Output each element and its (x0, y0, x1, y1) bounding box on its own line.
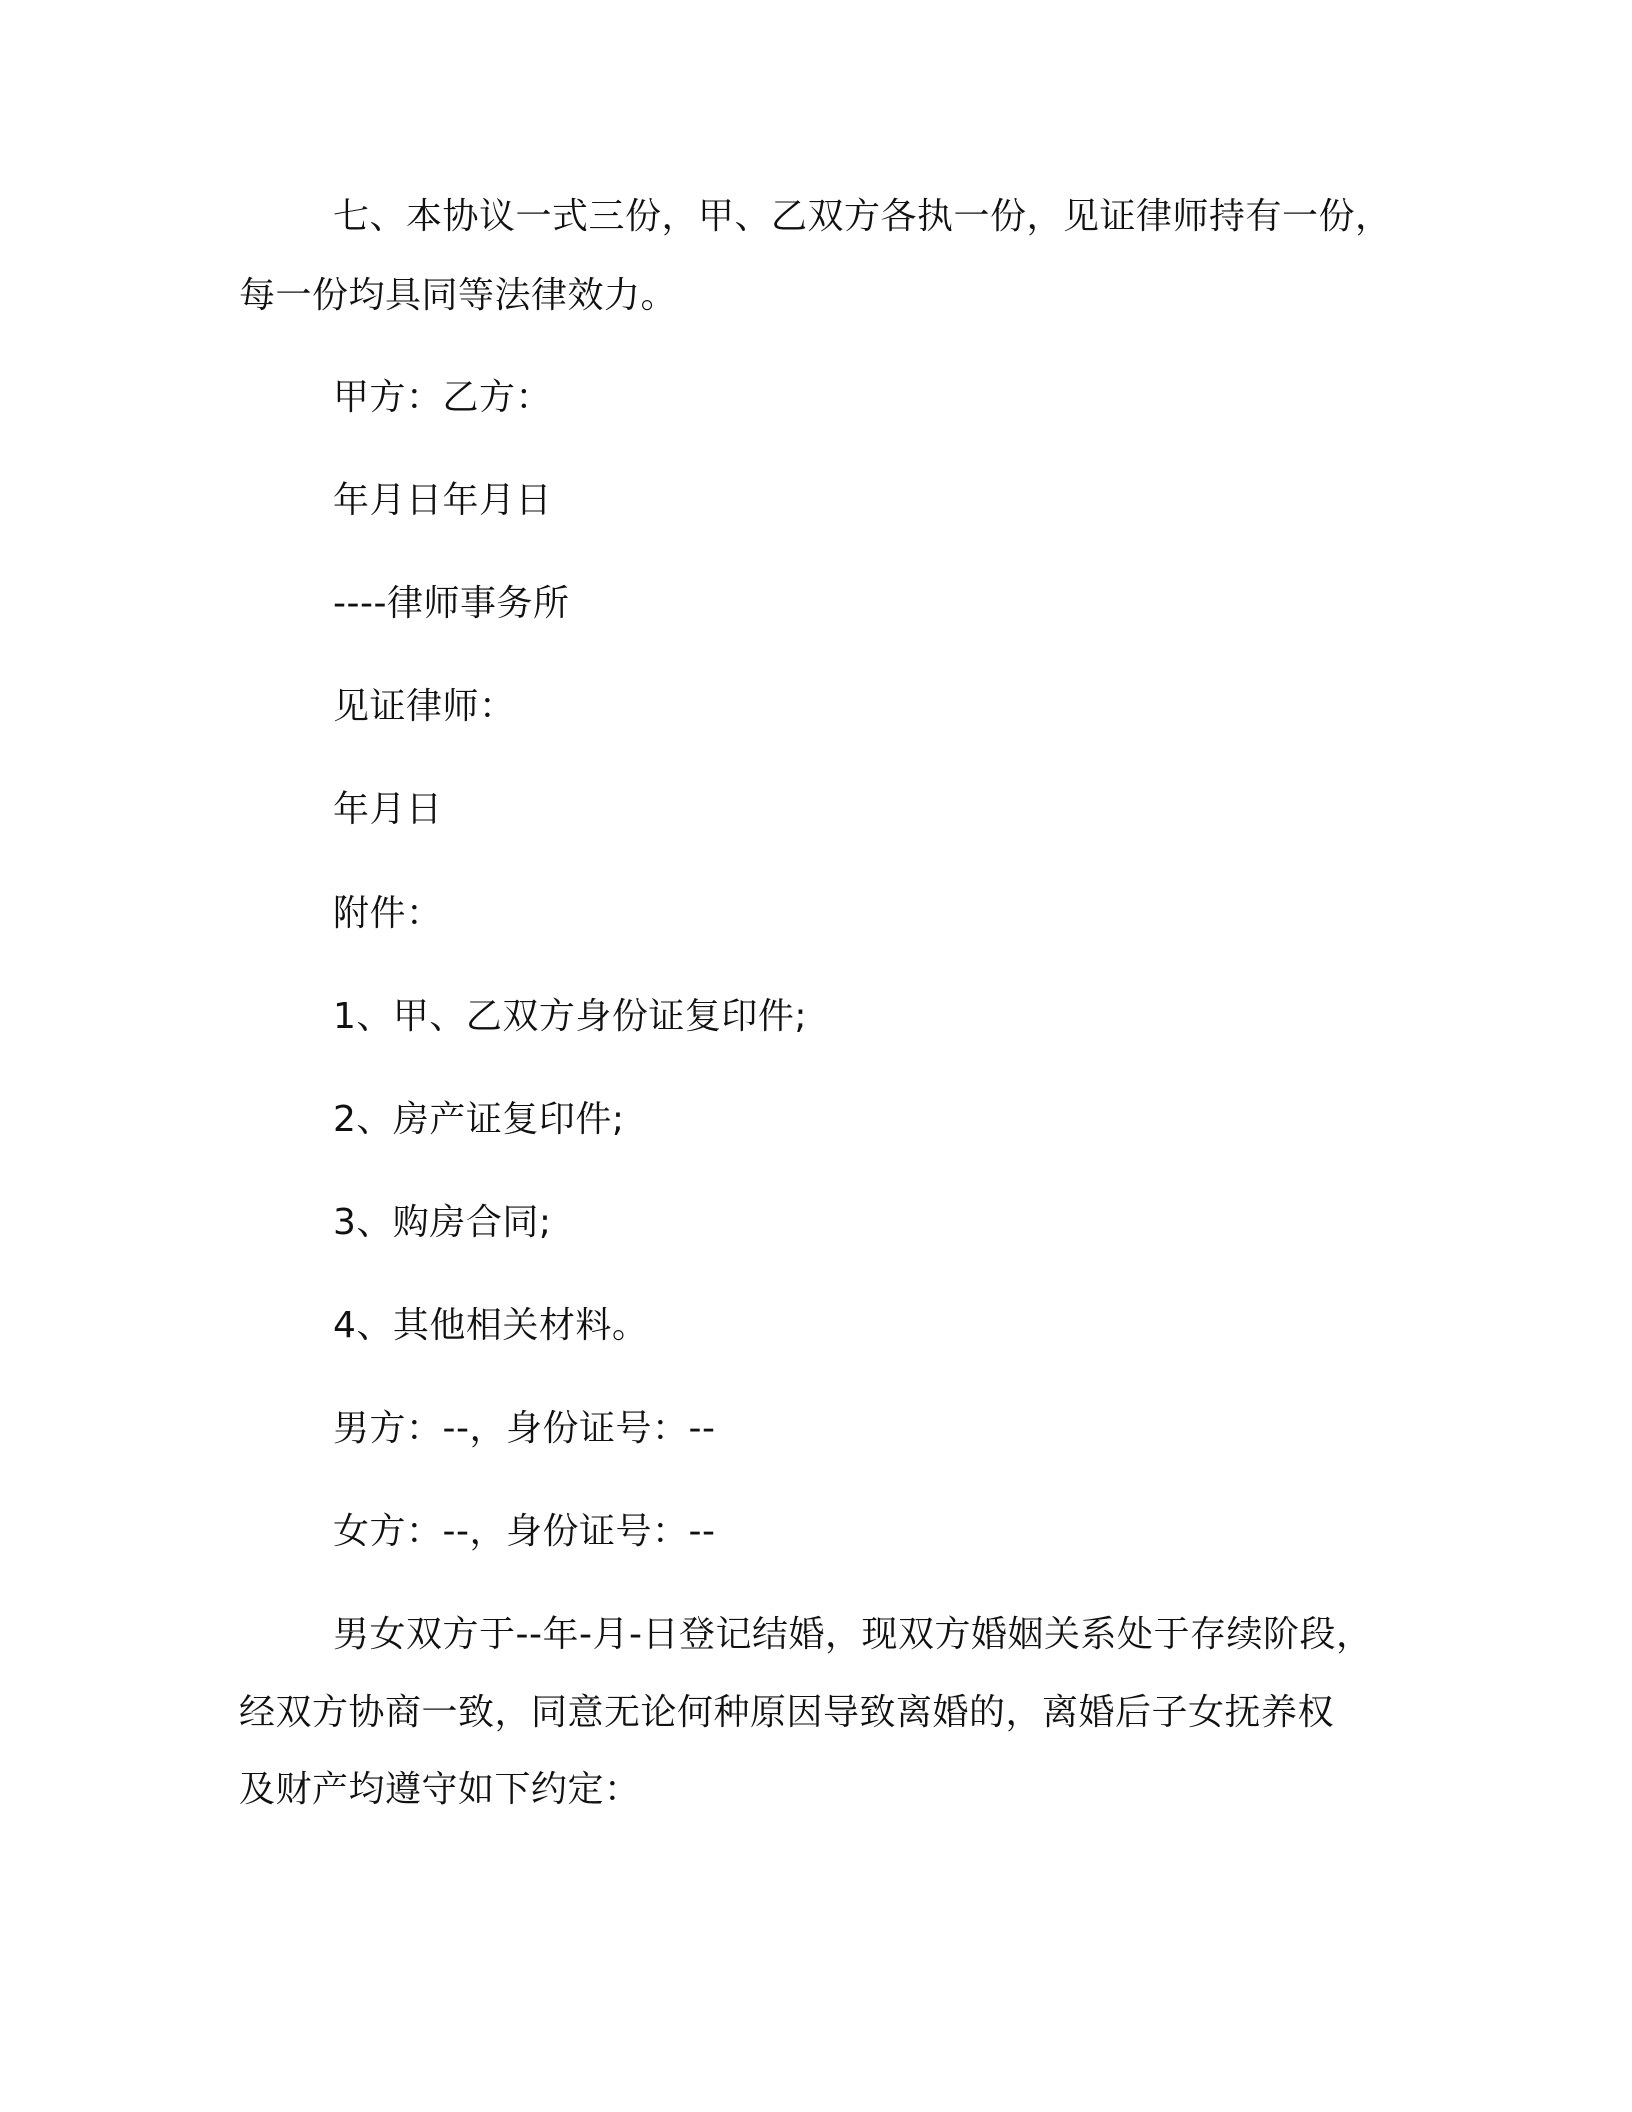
female-party-line: 女方：--，身份证号：-- (333, 1511, 716, 1552)
law-firm-line: ----律师事务所 (333, 583, 570, 624)
attachment-item-1: 1、甲、乙双方身份证复印件; (333, 996, 808, 1037)
clause-seven-line-1: 七、本协议一式三份，甲、乙双方各执一份，见证律师持有一份， (333, 196, 1392, 237)
attachments-heading: 附件： (333, 893, 443, 934)
dates-pair-line: 年月日年月日 (333, 480, 553, 521)
clause-seven-line-2: 每一份均具同等法律效力。 (239, 275, 678, 316)
closing-line-1: 男女双方于--年-月-日登记结婚，现双方婚姻关系处于存续阶段， (333, 1614, 1373, 1655)
male-party-line: 男方：--，身份证号：-- (333, 1408, 716, 1449)
attachment-item-3: 3、购房合同; (333, 1202, 552, 1243)
parties-line: 甲方：乙方： (333, 377, 553, 418)
attachment-item-4: 4、其他相关材料。 (333, 1305, 649, 1346)
witness-lawyer-line: 见证律师： (333, 686, 516, 727)
attachment-item-2: 2、房产证复印件; (333, 1099, 625, 1140)
closing-line-2: 经双方协商一致，同意无论何种原因导致离婚的，离婚后子女抚养权 (239, 1692, 1335, 1733)
date-single-line: 年月日 (333, 789, 443, 830)
closing-line-3: 及财产均遵守如下约定： (239, 1769, 641, 1810)
